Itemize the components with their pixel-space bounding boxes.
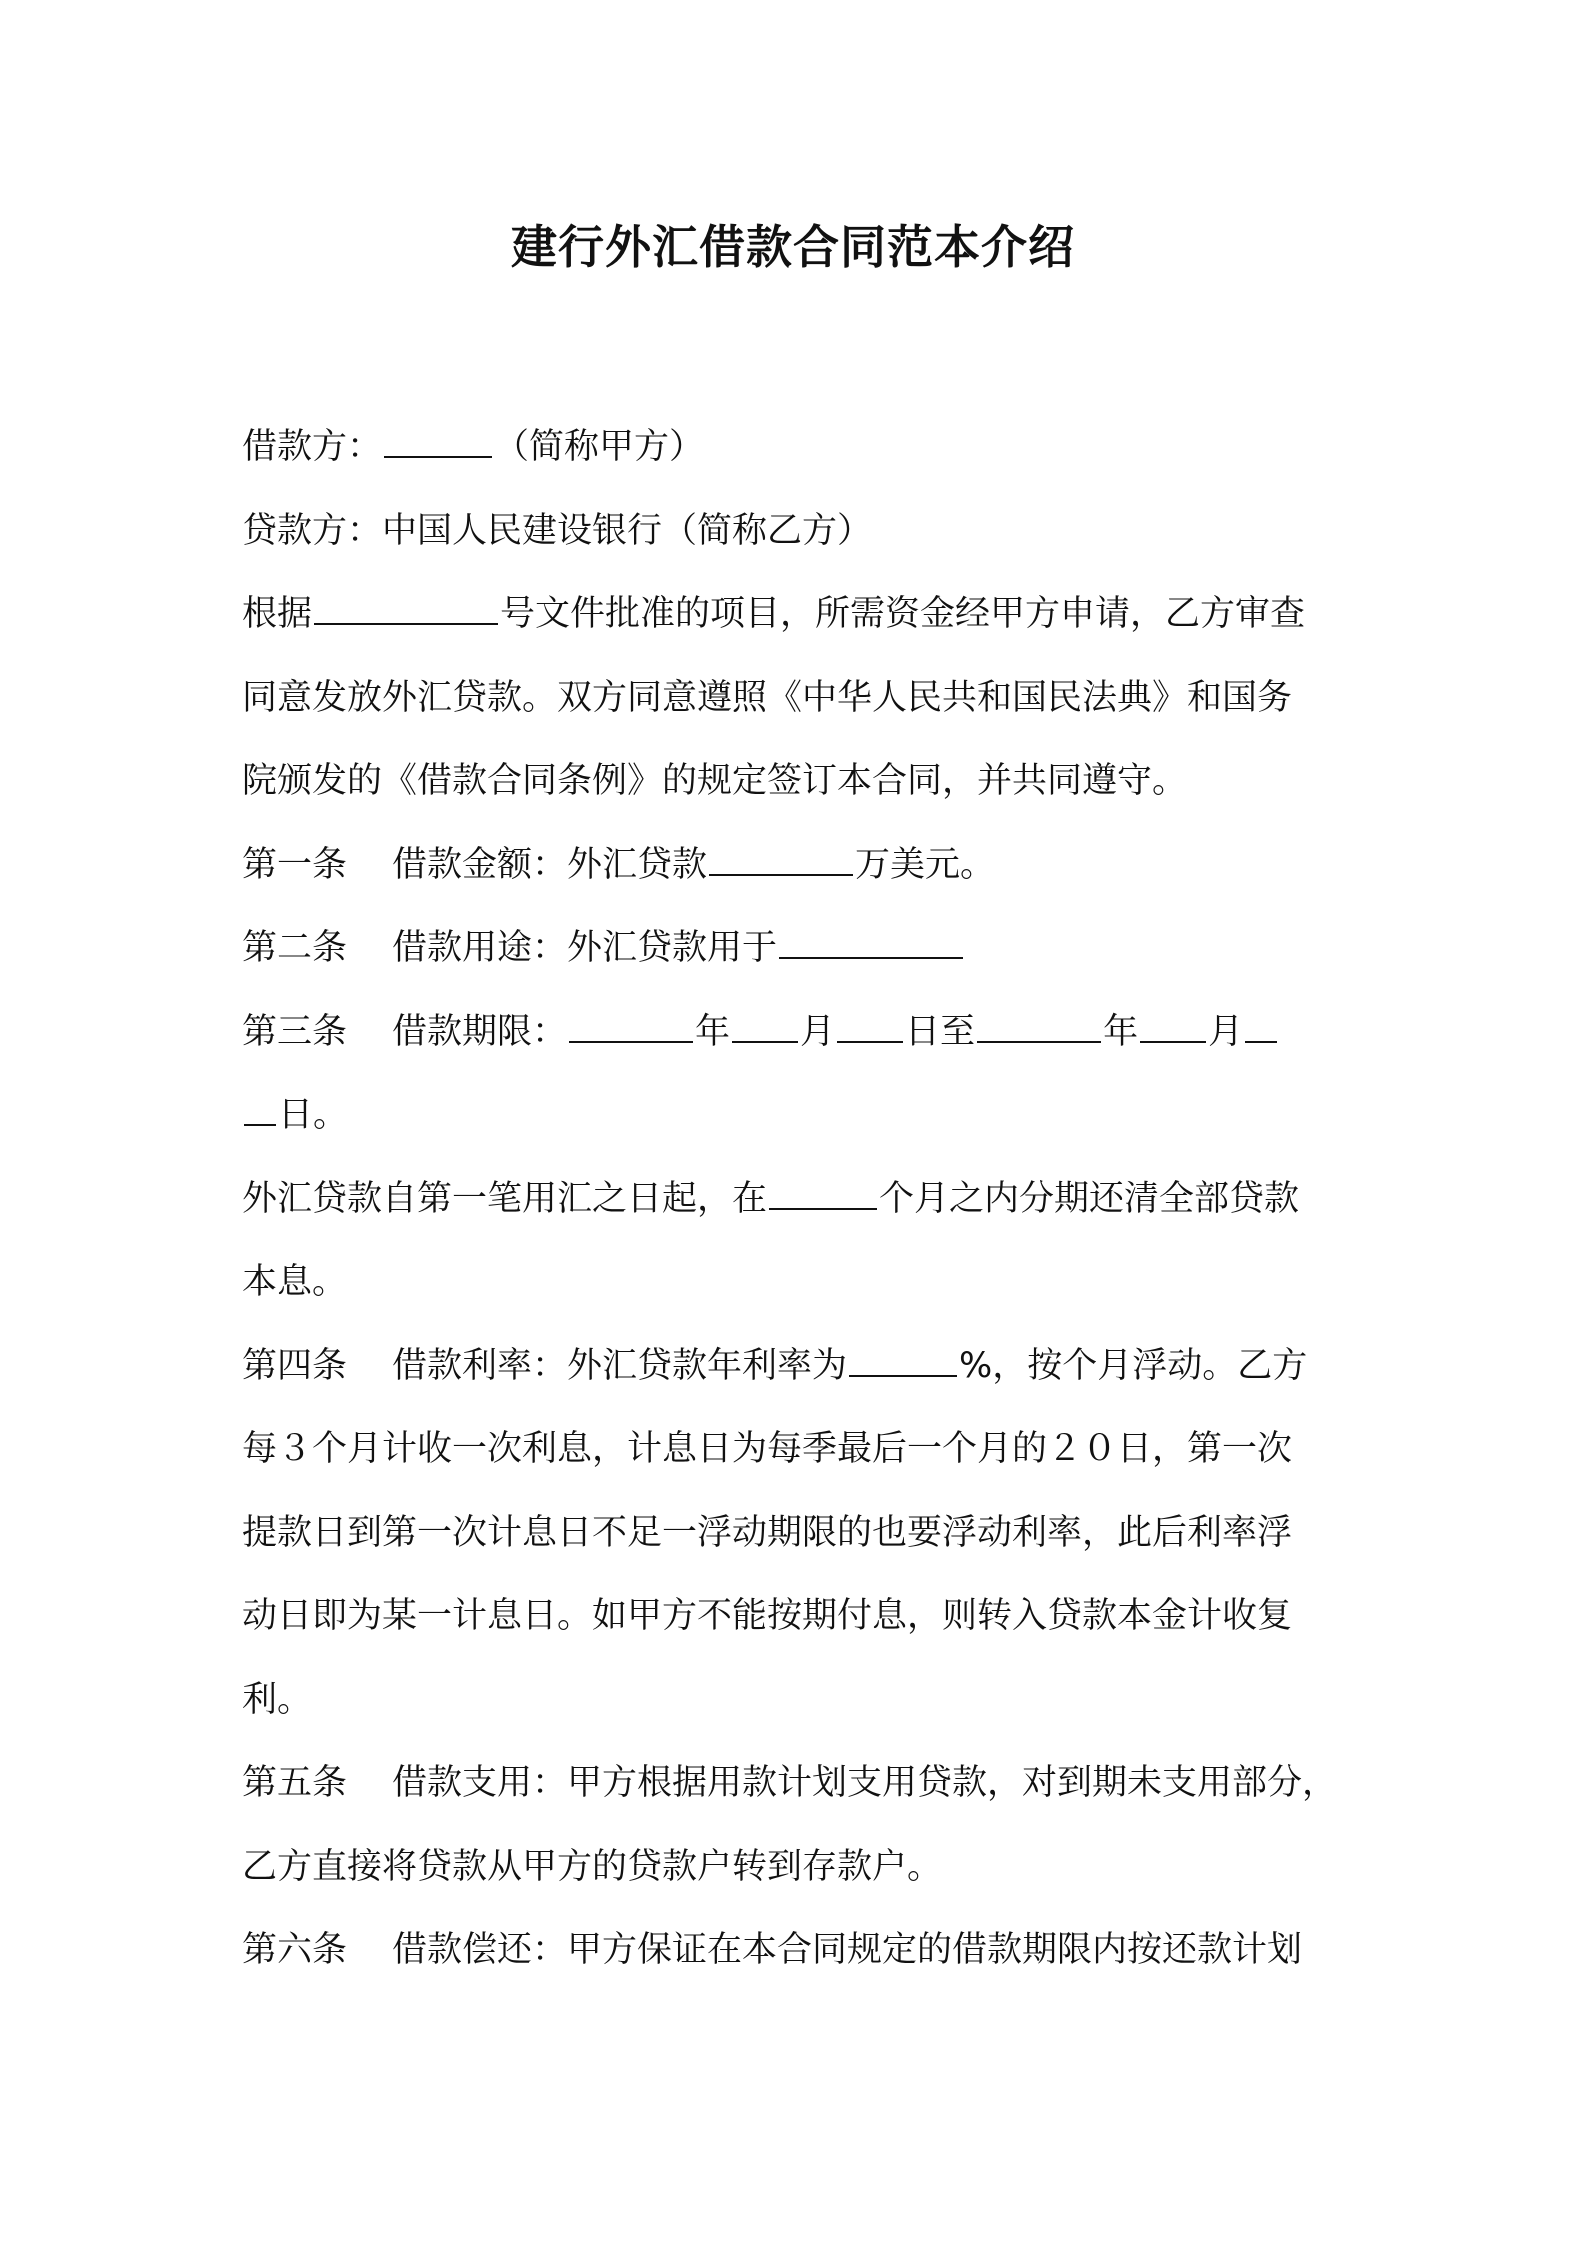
document-number-blank: [314, 589, 498, 625]
article-4-line-4: 动日即为某一计息日。如甲方不能按期付息，则转入贷款本金计收复: [242, 1596, 1293, 1636]
start-year-label: 年: [695, 1011, 731, 1052]
end-year-label: 年: [1103, 1011, 1139, 1052]
article-1-suffix: 万美元。: [855, 844, 996, 885]
document-title: 建行外汇借款合同范本介绍: [511, 220, 1075, 274]
article-5: [242, 1742, 1354, 1826]
article-5-text: 借款支用：甲方根据用款计划支用贷款，对到期未支用部分，: [392, 1763, 1338, 1803]
repayment-months-blank: [769, 1174, 877, 1210]
article-1: [242, 824, 1354, 908]
end-month-blank: [1140, 1007, 1206, 1043]
document-body: [242, 406, 1354, 1993]
article-4-suffix: %，按个月浮动。乙方: [959, 1345, 1308, 1386]
start-month-blank: [732, 1007, 798, 1043]
start-year-blank: [569, 1007, 693, 1043]
article-4-line-2: 每３个月计收一次利息，计息日为每季最后一个月的２０日，第一次: [242, 1429, 1293, 1469]
repayment-prefix: 外汇贷款自第一笔用汇之日起，在: [242, 1178, 768, 1219]
end-year-blank: [977, 1007, 1101, 1043]
preamble-prefix: 根据: [242, 594, 313, 634]
end-day-blank-b: [244, 1090, 276, 1126]
article-5-line-2: 乙方直接将贷款从甲方的贷款户转到存款户。: [242, 1846, 943, 1887]
article-2: [242, 907, 1354, 991]
start-day-blank: [837, 1007, 903, 1043]
preamble-line-1: [242, 573, 1354, 657]
lender-line: 贷款方：中国人民建设银行（简称乙方）: [242, 510, 873, 551]
borrower-suffix: （简称甲方）: [494, 427, 705, 467]
loan-amount-blank: [709, 840, 853, 876]
article-4-number: 第四条: [242, 1345, 348, 1386]
article-4-line-5: 利。: [242, 1679, 313, 1720]
article-1-text: 借款金额：外汇贷款: [392, 844, 708, 885]
article-4-text: 借款利率：外汇贷款年利率为: [392, 1345, 848, 1386]
article-3: [242, 991, 1354, 1075]
borrower-line: [242, 406, 1354, 490]
article-4: [242, 1325, 1354, 1409]
article-2-text: 借款用途：外汇贷款用于: [392, 928, 778, 968]
preamble-line-3: 院颁发的《借款合同条例》的规定签订本合同，并共同遵守。: [242, 761, 1188, 801]
repayment-line-1: [242, 1158, 1354, 1242]
end-day-blank-a: [1245, 1007, 1277, 1043]
article-3-text: 借款期限：: [392, 1011, 568, 1052]
article-1-number: 第一条: [242, 844, 348, 885]
article-2-number: 第二条: [242, 928, 348, 968]
end-month-label: 月: [1208, 1011, 1244, 1052]
repayment-suffix: 个月之内分期还清全部贷款: [879, 1178, 1300, 1219]
borrower-label: 借款方：: [242, 427, 383, 467]
start-month-label: 月: [800, 1011, 836, 1052]
borrower-blank: [384, 422, 492, 458]
repayment-line-2: 本息。: [242, 1262, 348, 1302]
loan-purpose-blank: [779, 923, 963, 959]
article-6-text: 借款偿还：甲方保证在本合同规定的借款期限内按还款计划: [392, 1930, 1303, 1970]
interest-rate-blank: [849, 1341, 957, 1377]
end-day-label: 日。: [278, 1095, 349, 1135]
article-4-line-3: 提款日到第一次计息日不足一浮动期限的也要浮动利率，此后利率浮: [242, 1512, 1293, 1553]
preamble-line-2: 同意发放外汇贷款。双方同意遵照《中华人民共和国民法典》和国务: [242, 677, 1293, 718]
start-day-label: 日至: [905, 1011, 976, 1052]
article-6: [242, 1909, 1354, 1993]
article-5-number: 第五条: [242, 1763, 348, 1803]
preamble-suffix: 号文件批准的项目，所需资金经甲方申请，乙方审查: [500, 594, 1306, 634]
article-3-number: 第三条: [242, 1011, 348, 1052]
article-3-cont: [242, 1074, 1354, 1158]
article-6-number: 第六条: [242, 1930, 348, 1970]
